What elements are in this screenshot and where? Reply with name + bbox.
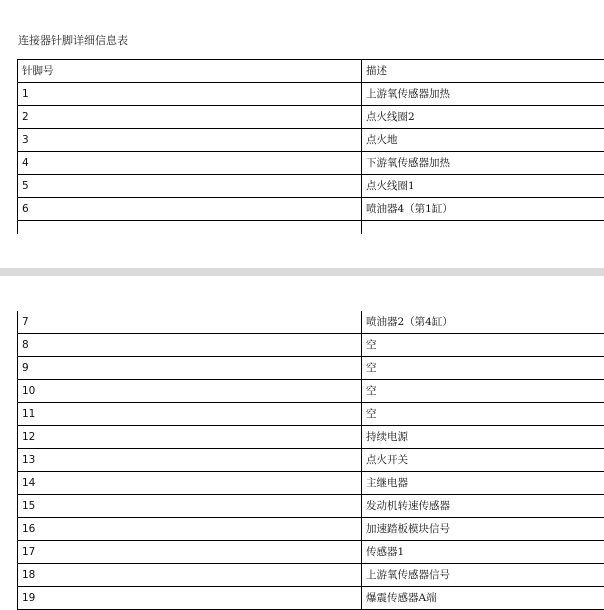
- table-cell-description: 喷油器4（第1缸）: [361, 198, 604, 220]
- pin-table-page-2: [17, 311, 604, 610]
- table-cell-description: 加速踏板模块信号: [361, 518, 604, 540]
- document-title: 连接器针脚详细信息表: [18, 34, 128, 47]
- table-row: [17, 198, 604, 221]
- table-cell-description: 空: [361, 357, 604, 379]
- table-cell-pin: 8: [17, 334, 361, 356]
- column-header-pin: 针脚号: [17, 60, 361, 82]
- table-cell-pin: 19: [17, 587, 361, 609]
- table-cell-pin: 13: [17, 449, 361, 471]
- table-row: [17, 129, 604, 152]
- table-row: [17, 380, 604, 403]
- table-cell-description: 点火开关: [361, 449, 604, 471]
- table-cell-pin: 17: [17, 541, 361, 563]
- table-cell-description: 持续电源: [361, 426, 604, 448]
- table-cell-pin: 16: [17, 518, 361, 540]
- table-cell-description: 传感器1: [361, 541, 604, 563]
- table-row: [17, 564, 604, 587]
- table-cell-description: 喷油器2（第4缸）: [361, 311, 604, 333]
- table-row: [17, 449, 604, 472]
- table-row: [17, 357, 604, 380]
- table-row: [17, 541, 604, 564]
- table-row: [17, 83, 604, 106]
- table-row: [17, 403, 604, 426]
- table-cell-description: 点火线圈1: [361, 175, 604, 197]
- table-cell-description: 点火线圈2: [361, 106, 604, 128]
- table-cell-description: 主继电器: [361, 472, 604, 494]
- table-header-row: [17, 60, 604, 83]
- table-cell-description: 下游氧传感器加热: [361, 152, 604, 174]
- table-row: [17, 518, 604, 541]
- table-cell-pin: 7: [17, 311, 361, 333]
- table-row: [17, 175, 604, 198]
- table-cell-pin: 3: [17, 129, 361, 151]
- table-row: [17, 472, 604, 495]
- table-row: [17, 311, 604, 334]
- table-row: [17, 587, 604, 610]
- table-cell-pin: 10: [17, 380, 361, 402]
- table-cell-description: [361, 221, 604, 234]
- table-cell-pin: 6: [17, 198, 361, 220]
- table-cell-pin: 4: [17, 152, 361, 174]
- table-row: [17, 495, 604, 518]
- pin-table-page-1: [17, 59, 604, 234]
- table-cell-description: 上游氧传感器加热: [361, 83, 604, 105]
- table-cell-pin: [17, 221, 361, 234]
- table-cell-description: 空: [361, 380, 604, 402]
- column-header-description: 描述: [361, 60, 604, 82]
- table-row: [17, 334, 604, 357]
- table-cell-pin: 5: [17, 175, 361, 197]
- table-row: [17, 106, 604, 129]
- table-cell-pin: 2: [17, 106, 361, 128]
- table-cell-pin: 9: [17, 357, 361, 379]
- table-cell-pin: 14: [17, 472, 361, 494]
- table-cell-pin: 1: [17, 83, 361, 105]
- table-cell-pin: 15: [17, 495, 361, 517]
- table-row: [17, 152, 604, 175]
- table-cell-description: 爆震传感器A端: [361, 587, 604, 609]
- page-break: [0, 268, 604, 276]
- table-cell-description: 点火地: [361, 129, 604, 151]
- table-row: [17, 426, 604, 449]
- table-cell-description: 空: [361, 403, 604, 425]
- table-cell-description: 发动机转速传感器: [361, 495, 604, 517]
- table-cell-description: 上游氧传感器信号: [361, 564, 604, 586]
- table-cell-pin: 18: [17, 564, 361, 586]
- table-cell-pin: 12: [17, 426, 361, 448]
- table-cell-description: 空: [361, 334, 604, 356]
- table-cell-pin: 11: [17, 403, 361, 425]
- table-row-empty: [17, 221, 604, 234]
